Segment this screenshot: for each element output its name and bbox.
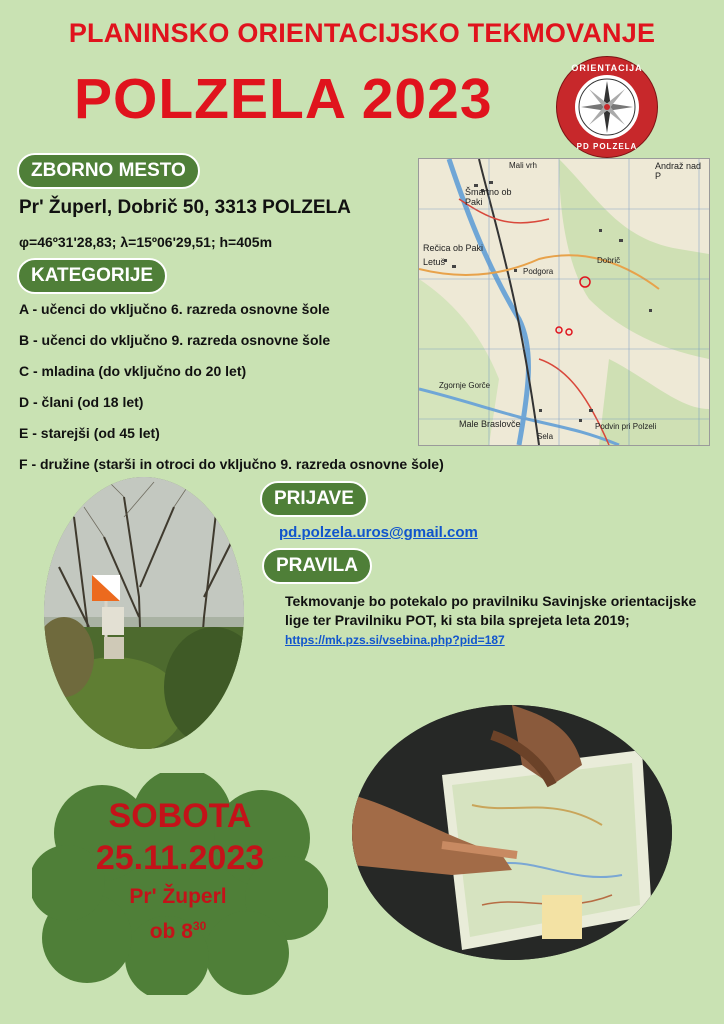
event-name: PLANINSKO ORIENTACIJSKO TEKMOVANJE	[68, 18, 656, 48]
map-label: Dobrič	[597, 256, 621, 265]
event-day: SOBOTA	[108, 797, 252, 835]
map-label: Letuš	[423, 257, 446, 267]
rules-text	[285, 592, 710, 650]
map-label: Male Braslovče	[459, 419, 521, 429]
map-label: Podvin pri Polzeli	[595, 422, 657, 431]
map-label: Šmartno ob Paki	[465, 187, 512, 207]
coordinates: φ=46º31'28,83; λ=15º06'29,51; h=405m	[19, 234, 273, 250]
page-title: POLZELA 2023	[74, 67, 493, 131]
map-label: Mali vrh	[509, 161, 538, 170]
logo-top-text: ORIENTACIJA	[571, 63, 643, 73]
rules-link[interactable]: https://mk.pzs.si/vsebina.php?pid=187	[285, 633, 505, 647]
registration-label: PRIJAVE	[260, 481, 368, 517]
event-time-minutes: 30	[192, 919, 207, 933]
map-label: Podgora	[523, 267, 554, 276]
hands-on-map-photo	[352, 705, 672, 960]
event-time-prefix: ob 8	[149, 920, 193, 943]
category-c: C - mladina (do vključno do 20 let)	[19, 363, 247, 379]
location-map	[418, 158, 710, 446]
event-time	[78, 919, 278, 944]
map-label: Sela	[537, 432, 554, 441]
event-place: Pr' Župerl	[129, 885, 227, 908]
categories-label: KATEGORIJE	[17, 258, 167, 294]
category-d: D - člani (od 18 let)	[19, 394, 144, 410]
category-f: F - družine (starši in otroci do vključno 9. razreda osnovne šole)	[19, 456, 444, 472]
meeting-point-label: ZBORNO MESTO	[17, 153, 200, 189]
category-b: B - učenci do vključno 9. razreda osnovne šole	[19, 332, 331, 348]
logo-bottom-text: PD POLZELA	[576, 142, 638, 151]
event-date: 25.11.2023	[95, 839, 265, 877]
map-label: Andraž nad P	[655, 161, 702, 181]
registration-email-link[interactable]: pd.polzela.uros@gmail.com	[279, 524, 478, 541]
category-e: E - starejši (od 45 let)	[19, 425, 160, 441]
rules-description: Tekmovanje bo potekalo po pravilniku Savinjske orientacijske lige ter Pravilniku POT, ki sta bila sprejeta leta 2019;	[285, 593, 697, 628]
map-label: Rečica ob Paki	[423, 243, 484, 253]
event-date-cloud	[32, 773, 328, 995]
category-a: A - učenci do vključno 6. razreda osnovne šole	[19, 301, 330, 317]
meeting-address: Pr' Župerl, Dobrič 50, 3313 POLZELA	[19, 197, 351, 218]
club-logo	[556, 56, 658, 158]
rules-label: PRAVILA	[262, 548, 372, 584]
compass-icon	[575, 75, 639, 139]
forest-control-photo	[44, 477, 244, 749]
map-label: Zgornje Gorče	[439, 381, 491, 390]
